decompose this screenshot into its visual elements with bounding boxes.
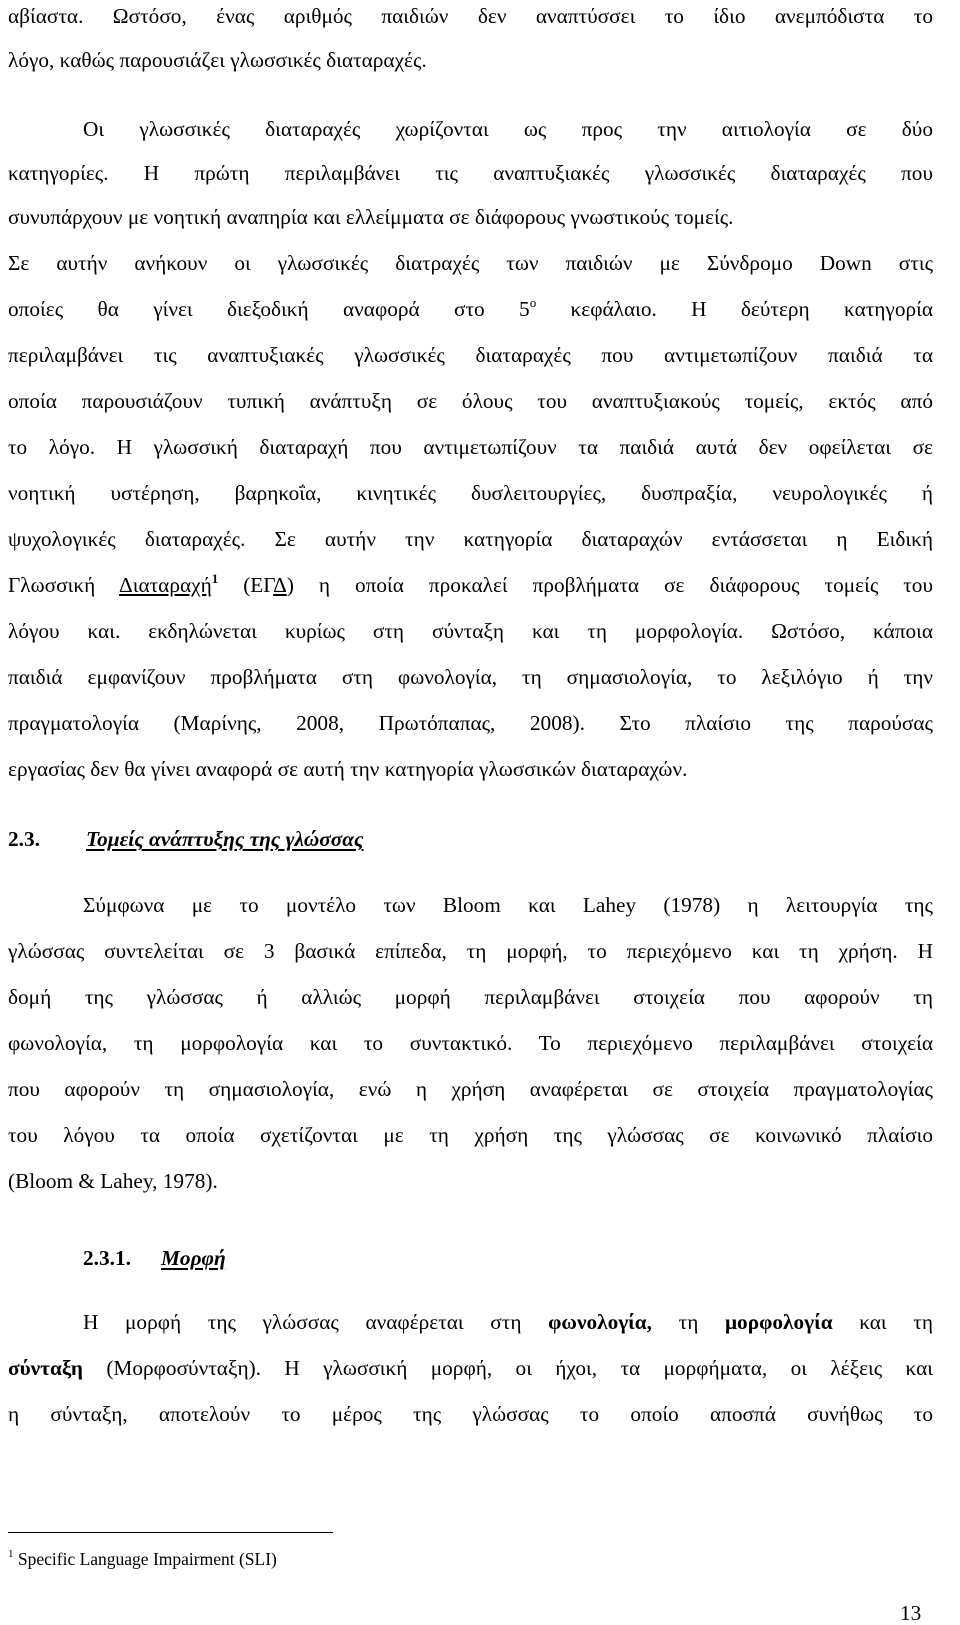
paragraph-line: το λόγο. Η γλωσσική διαταραχή που αντιμετωπίζουν τα παιδιά αυτά δεν οφείλεται σε [8, 435, 933, 459]
paragraph-line: η σύνταξη, αποτελούν το μέρος της γλώσσας το οποίο αποσπά συνήθως το [8, 1402, 933, 1426]
subsection-number: 2.3.1. [83, 1246, 131, 1270]
paragraph-line: Γλωσσική Διαταραχή$^1$ (ΕΓΔ) η οποία προκαλεί προβλήματα σε διάφορους τομείς του [8, 571, 933, 597]
paragraph-line: Οι γλωσσικές διαταραχές χωρίζονται ως προς την αιτιολογία σε δύο [83, 117, 933, 141]
paragraph-line: δομή της γλώσσας ή αλλιώς μορφή περιλαμβάνει στοιχεία που αφορούν τη [8, 985, 933, 1009]
footnote-ref[interactable]: 1 [211, 571, 219, 586]
section-number: 2.3. [8, 827, 40, 851]
paragraph-line: κατηγορίες. Η πρώτη περιλαμβάνει τις αναπτυξιακές γλωσσικές διαταραχές που [8, 161, 933, 185]
paragraph-line: του λόγου τα οποία σχετίζονται με τη χρήση της γλώσσας σε κοινωνικό πλαίσιο [8, 1123, 933, 1147]
footnote [8, 1548, 277, 1570]
ordinal-superscript: ο [529, 295, 537, 310]
paragraph-line: εργασίας δεν θα γίνει αναφορά σε αυτή την κατηγορία γλωσσικών διαταραχών. [8, 757, 688, 781]
paragraph-line: Η μορφή της γλώσσας αναφέρεται στη φωνολογία, τη μορφολογία και τη [83, 1310, 933, 1334]
paragraph-line: λόγου και. εκδηλώνεται κυρίως στη σύνταξη και τη μορφολογία. Ωστόσο, κάποια [8, 619, 933, 643]
paragraph-line: ψυχολογικές διαταραχές. Σε αυτήν την κατηγορία διαταραχών εντάσσεται η Ειδική [8, 527, 933, 551]
paragraph-line: φωνολογία, τη μορφολογία και το συντακτικό. Το περιεχόμενο περιλαμβάνει στοιχεία [8, 1031, 933, 1055]
paragraph-line: που αφορούν τη σημασιολογία, ενώ η χρήση αναφέρεται σε στοιχεία πραγματολογίας [8, 1077, 933, 1101]
footnote-separator [8, 1532, 333, 1533]
paragraph-line: οποία παρουσιάζουν τυπική ανάπτυξη σε όλους του αναπτυξιακούς τομείς, εκτός από [8, 389, 933, 413]
paragraph-line: σύνταξη (Μορφοσύνταξη). Η γλωσσική μορφή, οι ήχοι, τα μορφήματα, οι λέξεις και [8, 1356, 933, 1380]
subsection-title: Μορφή [161, 1246, 226, 1270]
page-number: 13 [900, 1601, 922, 1625]
footnote-marker: 1 [8, 1548, 14, 1560]
paragraph-line: αβίαστα. Ωστόσο, ένας αριθμός παιδιών δεν αναπτύσσει το ίδιο ανεμπόδιστα το [8, 4, 933, 28]
paragraph-line: Σύμφωνα με το μοντέλο των Bloom και Lahey (1978) η λειτουργία της [83, 893, 933, 917]
section-title: Τομείς ανάπτυξης της γλώσσας [86, 827, 364, 851]
paragraph-line: συνυπάρχουν με νοητική αναπηρία και ελλείμματα σε διάφορους γνωστικούς τομείς. [8, 205, 734, 229]
paragraph-line: παιδιά εμφανίζουν προβλήματα στη φωνολογία, τη σημασιολογία, το λεξιλόγιο ή την [8, 665, 933, 689]
paragraph-line: γλώσσας συντελείται σε 3 βασικά επίπεδα, τη μορφή, το περιεχόμενο και τη χρήση. Η [8, 939, 933, 963]
paragraph-line: περιλαμβάνει τις αναπτυξιακές γλωσσικές διαταραχές που αντιμετωπίζουν παιδιά τα [8, 343, 933, 367]
paragraph-line: Σε αυτήν ανήκουν οι γλωσσικές διατραχές των παιδιών με Σύνδρομο Down στις [8, 251, 933, 275]
paragraph-line: νοητική υστέρηση, βαρηκοΐα, κινητικές δυσλειτουργίες, δυσπραξία, νευρολογικές ή [8, 481, 933, 505]
paragraph-line: οποίες θα γίνει διεξοδική αναφορά στο $5^o$ κεφάλαιο. Η δεύτερη κατηγορία [8, 295, 933, 321]
paragraph-line: λόγο, καθώς παρουσιάζει γλωσσικές διαταραχές. [8, 48, 427, 72]
paragraph-line: (Bloom & Lahey, 1978). [8, 1169, 218, 1193]
paragraph-line: πραγματολογία (Μαρίνης, 2008, Πρωτόπαπας, 2008). Στο πλαίσιο της παρούσας [8, 711, 933, 735]
footnote-text: Specific Language Impairment (SLI) [17, 1549, 277, 1569]
